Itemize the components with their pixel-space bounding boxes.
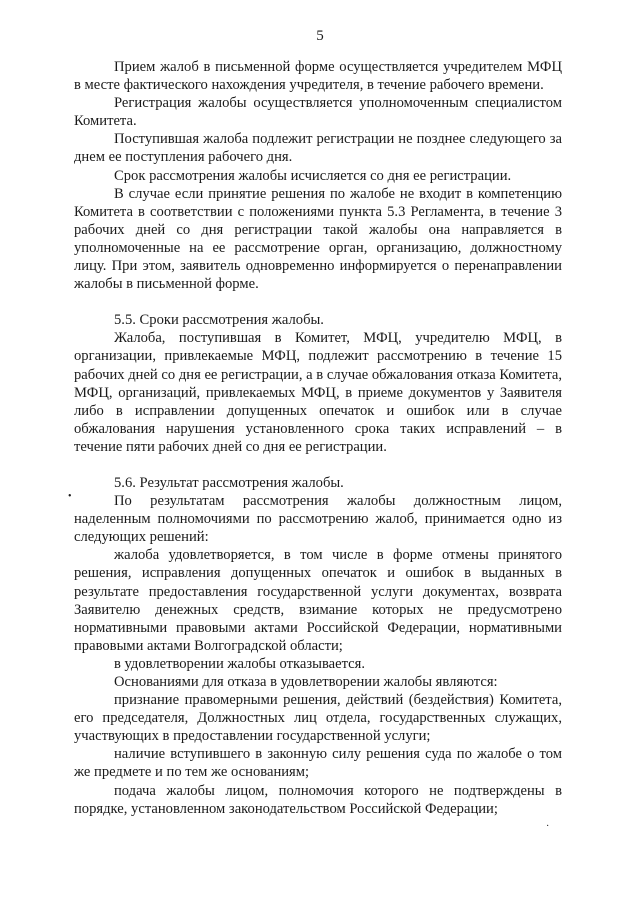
paragraph-decision-refused: в удовлетворении жалобы отказывается. <box>114 655 366 672</box>
page-number: 5 <box>316 28 324 44</box>
scan-speck: · <box>546 821 550 832</box>
section-heading-5-5: 5.5. Сроки рассмотрения жалобы. <box>114 312 324 329</box>
paragraph-complaint-intake: Прием жалоб в письменной форме осуществляется учредителем МФЦ в месте фактического нахождения учредителя, в течение рабочего времени. <box>74 59 562 94</box>
section-heading-5-6: 5.6. Результат рассмотрения жалобы. <box>114 474 344 491</box>
paragraph-ground-court-decision: наличие вступившего в законную силу решения суда по жалобе о том же предмете и по тем же основаниям; <box>74 746 562 781</box>
paragraph-ground-no-authority: подача жалобы лицом, полномочия которого не подтверждены в порядке, установленном законодательством Российской Федерации; <box>74 782 562 817</box>
paragraph-decision-satisfied: жалоба удовлетворяется, в том числе в форме отмены принятого решения, исправления допущенных опечаток и ошибок в выданных в результате предоставления государственной услуги документах, возврата Заявителю денежных средств, взимание которых не предусмотрено нормативными правовыми актами Российской Федерации, нормативными правовыми актами Волгоградской области; <box>74 547 562 654</box>
paragraph-redirection: В случае если принятие решения по жалобе не входит в компетенцию Комитета в соответствии с положениями пункта 5.3 Регламента, в течение 3 рабочих дней со дня регистрации такой жалобы она направляется в уполномоченные на ее рассмотрение орган, организацию, должностному лицу. При этом, заявитель одновременно информируется о перенаправлении жалобы в письменной форме. <box>74 185 562 293</box>
paragraph-refusal-grounds-intro: Основаниями для отказа в удовлетворении жалобы являются: <box>114 674 498 690</box>
paragraph-ground-lawful: признание правомерными решения, действий (бездействия) Комитета, его председателя, Должностных лиц отдела, государственных служащих, участвующих в предоставлении государственной услуги; <box>74 692 562 745</box>
paragraph-review-deadlines: Жалоба, поступившая в Комитет, МФЦ, учредителю МФЦ, в организации, привлекаемые МФЦ, подлежит рассмотрению в течение 15 рабочих дней со дня ее регистрации, а в случае обжалования отказа Комитета, МФЦ, организаций, привлекаемых МФЦ, в приеме документов у Заявителя либо в исправлении допущенных опечаток и ошибок или в случае обжалования нарушения установленного срока таких исправлений – в течение пяти рабочих дней со дня ее регистрации. <box>74 330 562 455</box>
paragraph-registration: Регистрация жалобы осуществляется уполномоченным специалистом Комитета. <box>74 95 562 130</box>
paragraph-registration-deadline: Поступившая жалоба подлежит регистрации не позднее следующего за днем ее поступления рабочего дня. <box>74 131 562 166</box>
document-body <box>74 58 562 818</box>
scan-speck: • <box>68 491 72 502</box>
paragraph-decision-intro: По результатам рассмотрения жалобы должностным лицом, наделенным полномочиями по рассмотрению жалоб, принимается одно из следующих решений: <box>74 493 562 546</box>
paragraph-review-period-start: Срок рассмотрения жалобы исчисляется со дня ее регистрации. <box>114 167 512 184</box>
